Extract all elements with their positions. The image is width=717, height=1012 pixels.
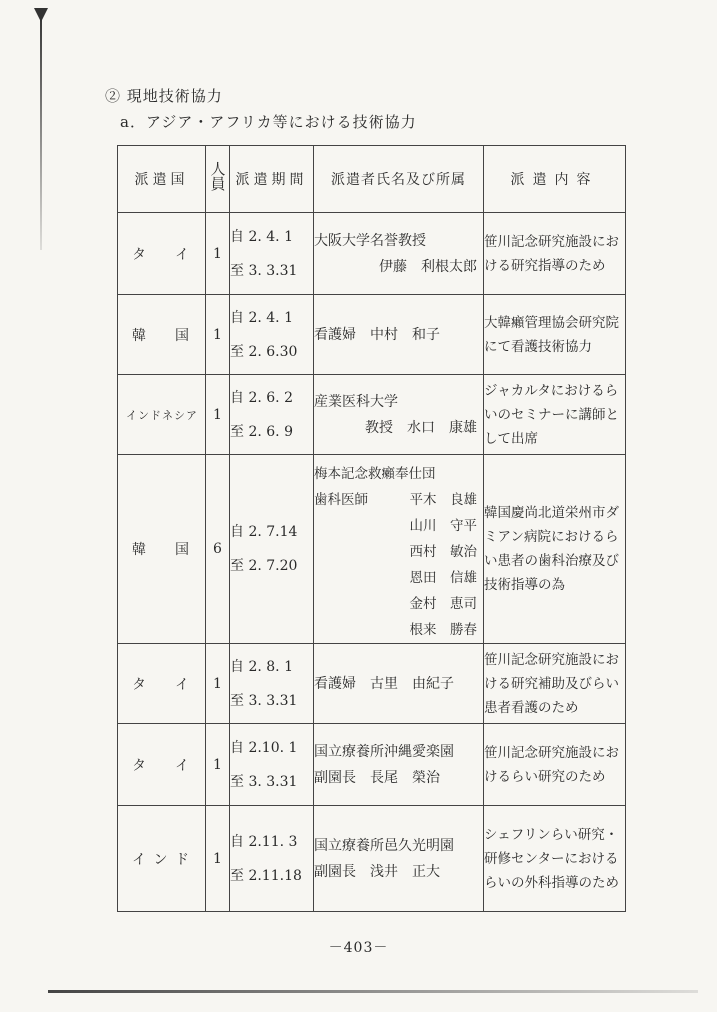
country-cell bbox=[118, 375, 206, 455]
count-cell: 1 bbox=[206, 295, 230, 375]
content-cell: 笹川記念研究施設における研究指導のため bbox=[484, 213, 626, 295]
count-cell: 6 bbox=[206, 455, 230, 644]
count-cell: 1 bbox=[206, 213, 230, 295]
person-cell bbox=[314, 644, 484, 724]
person-org: 大阪大学名誉教授 bbox=[314, 232, 426, 249]
section-subheading: a．アジア・アフリカ等における技術協力 bbox=[120, 113, 417, 131]
person-name: 副園長 浅井 正大 bbox=[314, 863, 440, 880]
team-org: 梅本記念救癩奉仕団 bbox=[314, 466, 436, 482]
period-to: 至 2. 7.20 bbox=[230, 558, 298, 574]
period-cell bbox=[230, 644, 314, 724]
dispatch-table bbox=[117, 145, 626, 912]
period-to: 至 3. 3.31 bbox=[230, 773, 298, 790]
table-row bbox=[118, 644, 626, 724]
count-cell: 1 bbox=[206, 806, 230, 912]
table-row bbox=[118, 724, 626, 806]
content-cell: ジャカルタにおけるらいのセミナーに講師として出席 bbox=[484, 375, 626, 455]
content-cell: 笹川記念研究施設におけるらい研究のため bbox=[484, 724, 626, 806]
period-to: 至 2.11.18 bbox=[230, 867, 302, 884]
person-cell bbox=[314, 375, 484, 455]
country-text: 韓 国 bbox=[132, 542, 191, 558]
section-heading: ② 現地技術協力 bbox=[105, 87, 223, 105]
country-text: イ ン ド bbox=[132, 851, 191, 868]
team-member: 恩田 信雄 bbox=[409, 570, 477, 586]
country-text: イ ン ド ネ シ ア bbox=[126, 408, 197, 422]
content-cell: シェフリンらい研究・研修センターにおけるらいの外科指導のため bbox=[484, 806, 626, 912]
count-cell: 1 bbox=[206, 644, 230, 724]
team-member: 金村 恵司 bbox=[409, 596, 477, 612]
country-text: 韓 国 bbox=[132, 327, 191, 344]
team-member: 平木 良雄 bbox=[409, 492, 477, 508]
period-from: 自 2.10. 1 bbox=[230, 739, 298, 756]
table-row bbox=[118, 375, 626, 455]
period-from: 自 2. 4. 1 bbox=[230, 309, 293, 326]
team-member: 西村 敏治 bbox=[409, 544, 477, 560]
country-text: タ イ bbox=[132, 676, 191, 693]
content-cell: 笹川記念研究施設における研究補助及びらい患者看護のため bbox=[484, 644, 626, 724]
table-row bbox=[118, 213, 626, 295]
person-org: 看護婦 古里 由紀子 bbox=[314, 675, 454, 692]
team-member: 山川 守平 bbox=[409, 518, 477, 534]
country-text: タ イ bbox=[132, 757, 191, 774]
team-member: 根来 勝春 bbox=[409, 622, 477, 638]
period-to: 至 2. 6.30 bbox=[230, 343, 298, 360]
period-from: 自 2. 4. 1 bbox=[230, 228, 293, 245]
period-cell bbox=[230, 806, 314, 912]
period-from: 自 2. 7.14 bbox=[230, 524, 298, 540]
country-cell bbox=[118, 295, 206, 375]
period-cell bbox=[230, 455, 314, 644]
person-cell bbox=[314, 455, 484, 644]
person-cell bbox=[314, 724, 484, 806]
table-row bbox=[118, 295, 626, 375]
scan-edge-line bbox=[48, 990, 698, 993]
content-cell: 大韓癩管理協会研究院にて看護技術協力 bbox=[484, 295, 626, 375]
period-to: 至 3. 3.31 bbox=[230, 692, 298, 709]
table-header-row bbox=[118, 146, 626, 213]
team-role: 歯科医師 bbox=[314, 492, 368, 508]
period-from: 自 2. 8. 1 bbox=[230, 658, 293, 675]
period-to: 至 2. 6. 9 bbox=[230, 423, 293, 440]
country-cell bbox=[118, 455, 206, 644]
period-cell bbox=[230, 295, 314, 375]
binding-line bbox=[40, 10, 42, 250]
person-name: 教授 水口 康雄 bbox=[365, 419, 477, 436]
header-person: 派遣者氏名及び所属 bbox=[314, 146, 484, 213]
country-cell bbox=[118, 644, 206, 724]
person-org: 看護婦 中村 和子 bbox=[314, 326, 440, 343]
person-cell bbox=[314, 213, 484, 295]
person-name: 副園長 長尾 榮治 bbox=[314, 769, 440, 786]
page-number: －403－ bbox=[328, 940, 389, 956]
header-content: 派遣内容 bbox=[484, 146, 626, 213]
header-period: 派遣期間 bbox=[230, 146, 314, 213]
count-cell: 1 bbox=[206, 724, 230, 806]
country-text: タ イ bbox=[132, 246, 191, 263]
header-count: 人員 bbox=[206, 146, 230, 213]
country-cell bbox=[118, 213, 206, 295]
country-cell bbox=[118, 806, 206, 912]
content-cell: 韓国慶尚北道栄州市ダミアン病院におけるらい患者の歯科治療及び技術指導の為 bbox=[484, 455, 626, 644]
table-row bbox=[118, 806, 626, 912]
period-cell bbox=[230, 375, 314, 455]
header-country: 派遣国 bbox=[118, 146, 206, 213]
person-org: 産業医科大学 bbox=[314, 393, 398, 410]
person-org: 国立療養所沖縄愛楽園 bbox=[314, 743, 454, 760]
count-cell: 1 bbox=[206, 375, 230, 455]
person-cell bbox=[314, 295, 484, 375]
person-name: 伊藤 利根太郎 bbox=[379, 258, 477, 275]
person-cell bbox=[314, 806, 484, 912]
period-cell bbox=[230, 724, 314, 806]
table-row bbox=[118, 455, 626, 644]
period-cell bbox=[230, 213, 314, 295]
period-to: 至 3. 3.31 bbox=[230, 262, 298, 279]
period-from: 自 2. 6. 2 bbox=[230, 389, 293, 406]
country-cell bbox=[118, 724, 206, 806]
period-from: 自 2.11. 3 bbox=[230, 833, 298, 850]
person-org: 国立療養所邑久光明園 bbox=[314, 837, 454, 854]
